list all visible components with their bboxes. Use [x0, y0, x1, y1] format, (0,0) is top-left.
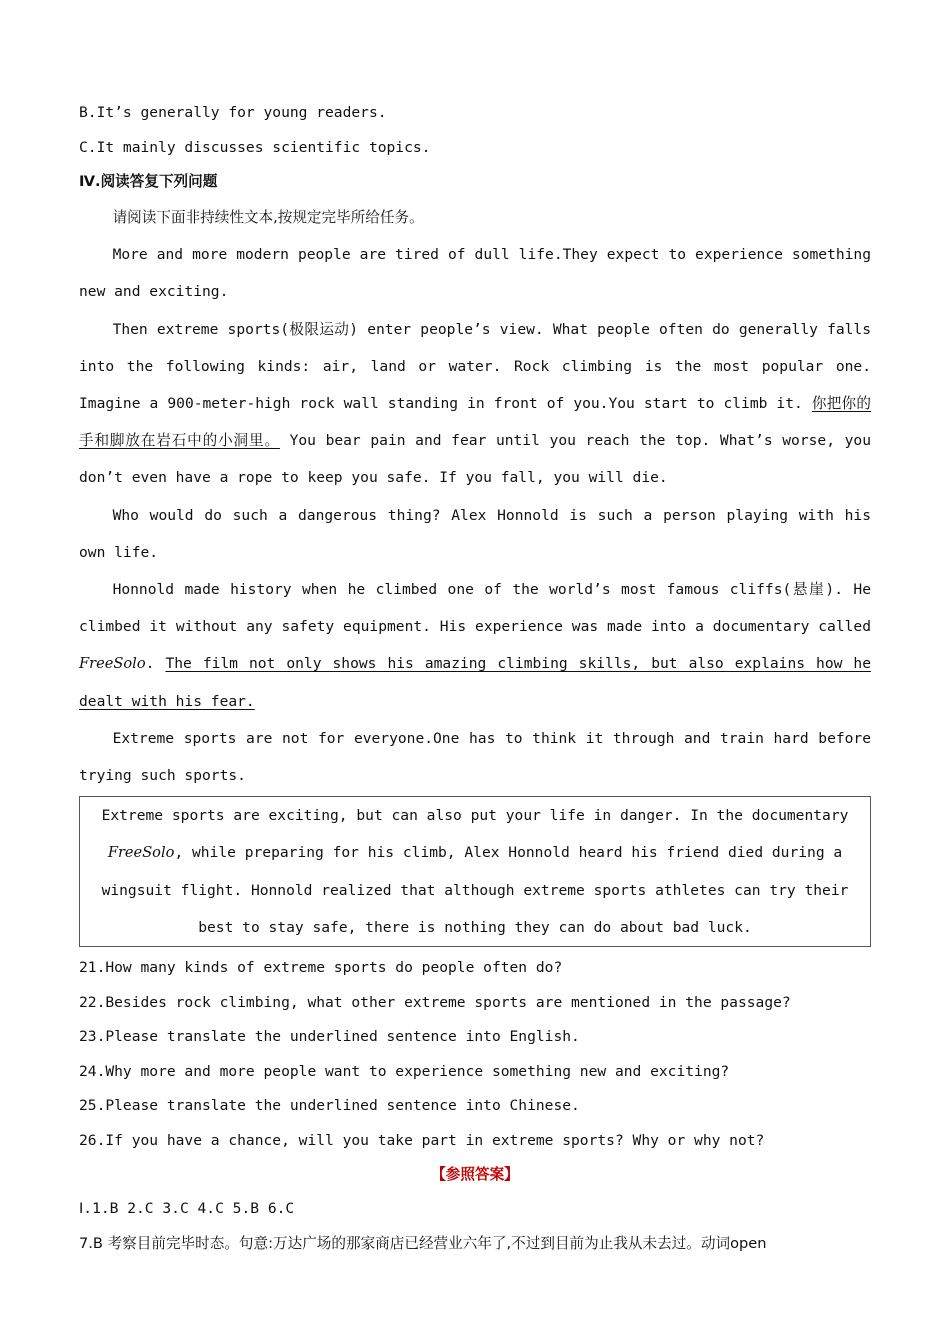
passage-paragraph-2: [79, 311, 871, 497]
passage-p4-text-b: .: [145, 655, 166, 673]
underlined-english-sentence: The film not only shows his amazing climbing skills, but also explains how he dealt with his fear.: [79, 655, 871, 710]
passage-paragraph-4: [79, 571, 871, 720]
passage-paragraph-1: More and more modern people are tired of dull life.They expect to experience something new and exciting.: [79, 246, 871, 301]
option-b: B.It’s generally for young readers.: [79, 104, 387, 121]
info-box: [79, 796, 871, 947]
info-box-documentary-title: FreeSolo: [107, 844, 175, 862]
option-c: C.It mainly discusses scientific topics.: [79, 138, 431, 156]
question-26: 26.If you have a chance, will you take part in extreme sports? Why or why not?: [79, 1131, 765, 1149]
passage-paragraph-3: Who would do such a dangerous thing? Alex Honnold is such a person playing with his own life.: [79, 506, 871, 561]
passage-p2-text-a: Then extreme sports(极限运动) enter people’s view. What people often do generally falls into the following kinds: air, land or water. Rock climbing is the most popular one. Imagine a 900-meter-high rock wall standing in front of you.You start to climb it.: [79, 320, 871, 413]
question-23: 23.Please translate the underlined sentence into English.: [79, 1028, 580, 1046]
passage-paragraph-5: Extreme sports are not for everyone.One has to think it through and train hard before trying such sports.: [79, 729, 871, 785]
section-title: Ⅳ.阅读答复下列问题: [79, 173, 218, 190]
documentary-title: FreeSolo: [79, 655, 146, 673]
instruction: 请阅读下面非持续性文本,按规定完毕所给任务。: [112, 209, 424, 226]
question-24: 24.Why more and more people want to experience something new and exciting?: [79, 1062, 730, 1080]
passage-p2-text-b: You bear pain and fear until you reach the top. What’s worse, you don’t even have a rope to keep you safe. If you fall, you will die.: [79, 432, 871, 487]
underlined-chinese-sentence: 你把你的手和脚放在岩石中的小洞里。: [79, 395, 871, 450]
answer-line-2: 7.B 考察目前完毕时态。句意:万达广场的那家商店已经营业六年了,不过到目前为止我从未去过。动词open: [79, 1234, 767, 1252]
document-page: [79, 96, 871, 1261]
question-22: 22.Besides rock climbing, what other extreme sports are mentioned in the passage?: [79, 993, 791, 1011]
answers-title: 【参照答案】: [431, 1166, 519, 1184]
question-25: 25.Please translate the underlined sentence into Chinese.: [79, 1097, 580, 1115]
info-box-text: [86, 797, 864, 946]
question-21: 21.How many kinds of extreme sports do people often do?: [79, 959, 563, 977]
info-box-text-a: Extreme sports are exciting, but can also put your life in danger. In the documentary: [101, 807, 849, 825]
passage-p4-text-a: Honnold made history when he climbed one of the world’s most famous cliffs(悬崖). He climbed it without any safety equipment. His experience was made into a documentary called: [79, 581, 871, 636]
answer-line-1: Ⅰ.1.B 2.C 3.C 4.C 5.B 6.C: [79, 1200, 295, 1218]
info-box-text-b: , while preparing for his climb, Alex Honnold heard his friend died during a wingsuit flight. Honnold realized that although extreme sports athletes can try their best to stay safe, there is nothing they can do about bad luck.: [101, 844, 849, 936]
